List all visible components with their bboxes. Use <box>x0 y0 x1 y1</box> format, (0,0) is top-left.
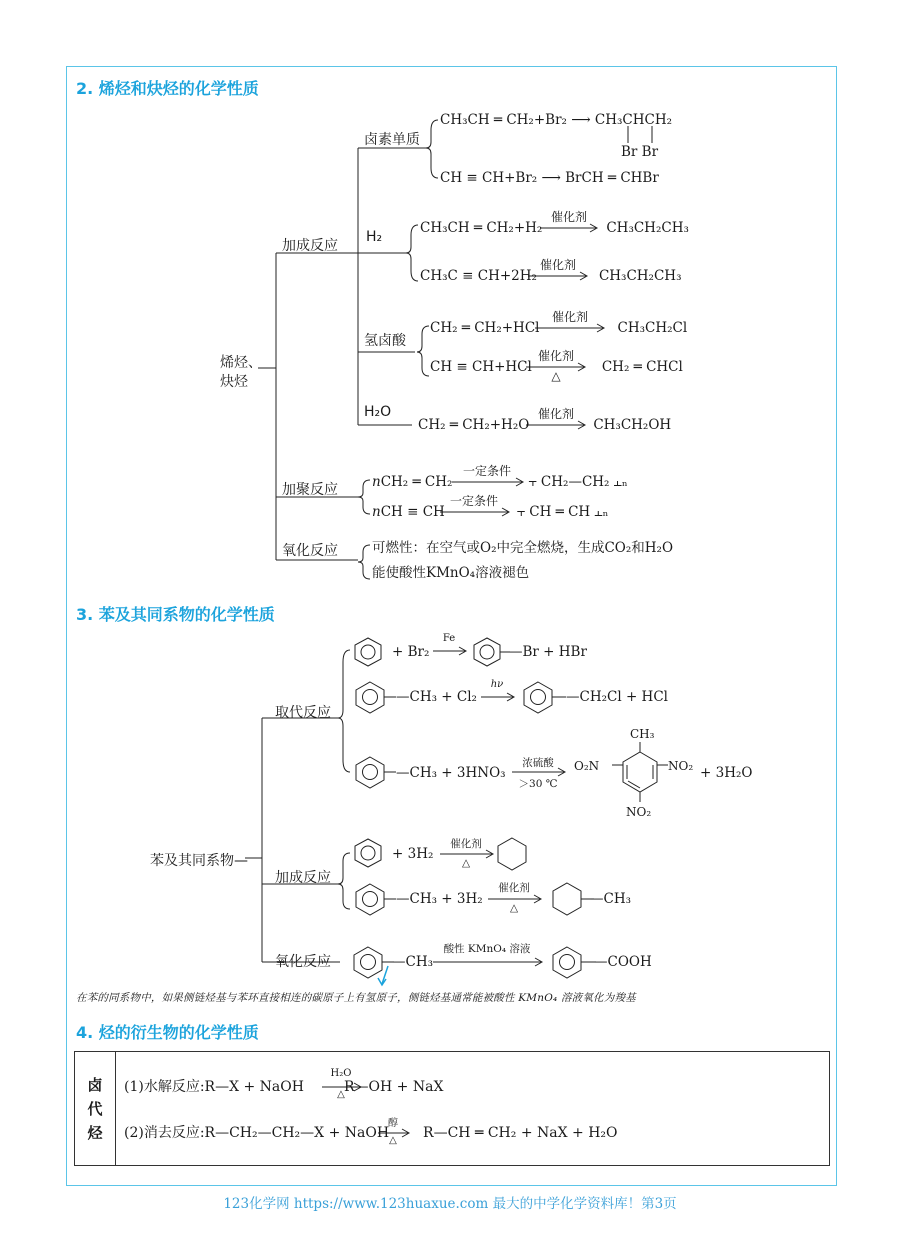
eq-bz-br-product: —Br + HBr <box>509 644 587 660</box>
cond-fe: Fe <box>442 633 456 644</box>
side-chain-note: 在苯的同系物中，如果侧链烃基与苯环直接相连的碳原子上有氢原子，侧链烃基通常能被酸性 KMnO₄ 溶液氧化为羧基 <box>76 992 636 1004</box>
root-label-benzene: 苯及其同系物— <box>150 853 248 869</box>
page-footer: 123化学网 https://www.123huaxue.com 最大的中学化学资料库！第3页 <box>223 1196 677 1212</box>
cond-alcohol: 醇 <box>388 1118 398 1129</box>
cond-cat-2: 催化剂 <box>539 258 576 272</box>
eq-hydration: CH₂ ═ CH₂+H₂O CH₃CH₂OH <box>418 417 672 433</box>
eq-tol-ox-product: —COOH <box>594 954 652 970</box>
tnt-no2-bottom: NO₂ <box>626 805 652 819</box>
cond-cat-1: 催化剂 <box>550 210 587 224</box>
eq-tol-cl: —CH₃ + Cl₂ <box>396 689 477 705</box>
cond-bz-heat-2: △ <box>509 902 519 914</box>
root-label-alkene: 烯烃、 <box>220 355 262 371</box>
cond-bz-cat-1: 催化剂 <box>450 838 482 850</box>
eq-br-alkene: CH₃CH ═ CH₂+Br₂ ⟶ CH₃CHCH₂ <box>440 112 673 128</box>
haloalkane-table <box>74 1051 830 1166</box>
cond-cat-4: 催化剂 <box>537 349 574 363</box>
branch-oxidation: 氧化反应 <box>282 543 338 559</box>
eq-oxidation-1: 可燃性：在空气或O₂中完全燃烧，生成CO₂和H₂O <box>372 540 674 556</box>
cond-bz-heat-1: △ <box>461 857 471 869</box>
eq-tol-nitration: —CH₃ + 3HNO₃ <box>396 765 506 781</box>
eq-poly-acetylene: nCH ≡ CH ⫟ CH ═ CH ⫠ₙ <box>372 504 609 520</box>
cond-bz-cat-2: 催化剂 <box>498 882 530 894</box>
eq-h2-alkene: CH₃CH ═ CH₂+H₂ CH₃CH₂CH₃ <box>420 220 689 236</box>
branch-hx: 氢卤酸 <box>364 333 406 349</box>
cond-poly-1: 一定条件 <box>462 464 511 478</box>
branch-polymer: 加聚反应 <box>282 482 338 498</box>
cond-30c: ＞30 ℃ <box>518 778 558 790</box>
branch-substitution: 取代反应 <box>275 705 331 721</box>
cond-h2o: H₂O <box>330 1068 352 1079</box>
eq-tol-h2-product: —CH₃ <box>590 891 632 907</box>
table-head: 卤 代 烃 <box>75 1052 116 1165</box>
eq-tol-nitration-water: + 3H₂O <box>700 765 753 781</box>
root-label-alkyne: 炔烃 <box>220 374 248 390</box>
cond-hv: hν <box>490 679 504 690</box>
eq-hx-alkene: CH₂ ═ CH₂+HCl CH₃CH₂Cl <box>430 320 688 336</box>
cond-cat-3: 催化剂 <box>551 310 588 324</box>
eq-oxidation-2: 能使酸性KMnO₄溶液褪色 <box>372 565 530 581</box>
highlight-arrow-icon <box>378 966 388 985</box>
eq-hydrolysis: (1)水解反应:R—X + NaOH R—OH + NaX <box>124 1079 444 1095</box>
section-title-4: 4. 烃的衍生物的化学性质 <box>76 1023 259 1042</box>
branch-bz-addition: 加成反应 <box>275 870 331 886</box>
tnt-no2-right: NO₂ <box>668 759 694 773</box>
eq-bz-br: + Br₂ <box>392 644 430 660</box>
cond-cat-5: 催化剂 <box>537 407 574 421</box>
eq-elimination: (2)消去反应:R—CH₂—CH₂—X + NaOH R—CH ═ CH₂ + NaX + H₂O <box>124 1125 618 1141</box>
branch-h2o: H₂O <box>364 404 392 420</box>
branch-halogen: 卤素单质 <box>364 132 420 148</box>
branch-bz-oxidation: 氧化反应 <box>275 954 331 970</box>
section-title-2: 2. 烯烃和炔烃的化学性质 <box>76 79 259 98</box>
eq-h2-alkyne: CH₃C ≡ CH+2H₂ CH₃CH₂CH₃ <box>420 268 682 284</box>
eq-tol-ox: —CH₃ <box>392 954 434 970</box>
eq-hx-alkyne: CH ≡ CH+HCl CH₂ ═ CHCl <box>430 359 683 375</box>
branch-h2: H₂ <box>366 229 383 245</box>
cond-h2so4: 浓硫酸 <box>522 757 554 769</box>
eq-br-sub: Br Br <box>621 144 659 160</box>
cond-kmno4: 酸性 KMnO₄ 溶液 <box>443 943 531 955</box>
eq-poly-ethylene: nCH₂ ═ CH₂ ⫟ CH₂—CH₂ ⫠ₙ <box>372 474 628 490</box>
eq-tol-cl-product: —CH₂Cl + HCl <box>566 689 668 705</box>
cond-poly-2: 一定条件 <box>449 494 498 508</box>
eq-bz-h2: + 3H₂ <box>392 846 434 862</box>
tnt-ch3: CH₃ <box>630 727 655 741</box>
eq-tol-h2: —CH₃ + 3H₂ <box>396 891 483 907</box>
branch-addition: 加成反应 <box>282 238 338 254</box>
cond-heat-table-1: △ <box>337 1089 345 1100</box>
cond-heat-1: △ <box>551 369 561 383</box>
cond-heat-table-2: △ <box>389 1135 397 1146</box>
eq-br-alkyne: CH ≡ CH+Br₂ ⟶ BrCH ═ CHBr <box>440 170 659 186</box>
tnt-no2-left: O₂N <box>574 759 600 773</box>
section-title-3: 3. 苯及其同系物的化学性质 <box>76 605 275 624</box>
